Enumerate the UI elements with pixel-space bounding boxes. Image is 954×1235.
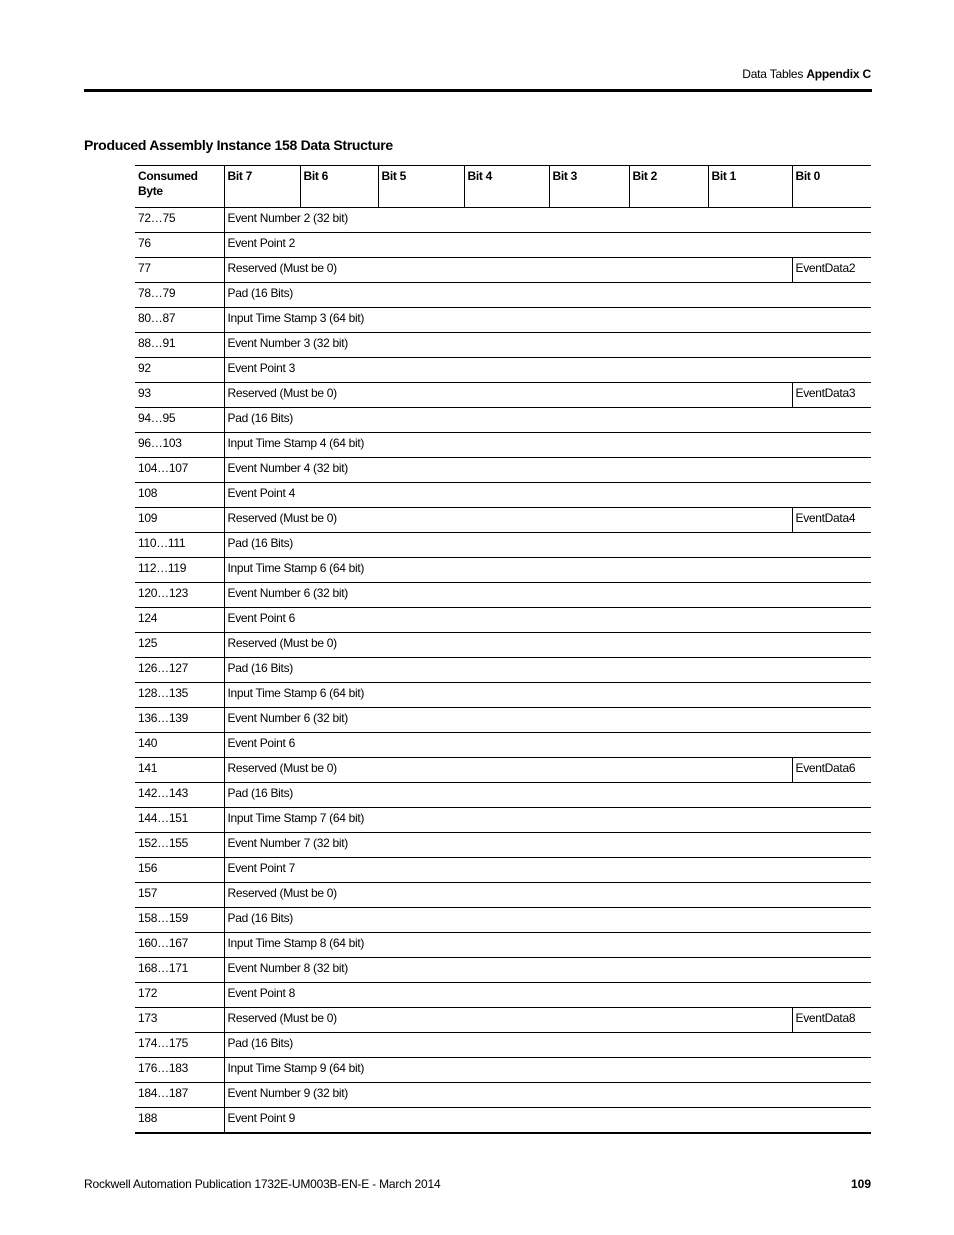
table-header-row: [135, 166, 871, 208]
description-cell: Event Number 7 (32 bit): [224, 833, 871, 858]
table-row: [135, 1108, 871, 1134]
byte-cell: 184…187: [135, 1083, 224, 1108]
table-row: [135, 483, 871, 508]
bit0-cell: EventData3: [792, 383, 871, 408]
byte-cell: 94…95: [135, 408, 224, 433]
description-cell: Input Time Stamp 6 (64 bit): [224, 683, 871, 708]
table-body: [135, 208, 871, 1134]
page-number: 109: [850, 1177, 871, 1191]
table-row: [135, 583, 871, 608]
table-row: [135, 508, 871, 533]
table-row: [135, 308, 871, 333]
byte-cell: 112…119: [135, 558, 224, 583]
column-header: Bit 6: [300, 166, 378, 208]
bit0-cell: EventData4: [792, 508, 871, 533]
byte-cell: 173: [135, 1008, 224, 1033]
byte-cell: 157: [135, 883, 224, 908]
table-row: [135, 1083, 871, 1108]
byte-cell: 158…159: [135, 908, 224, 933]
description-cell: Event Point 6: [224, 608, 871, 633]
footer-publication: Rockwell Automation Publication 1732E-UM003B-EN-E - March 2014: [84, 1177, 441, 1191]
description-cell: Event Point 3: [224, 358, 871, 383]
description-cell: Event Number 2 (32 bit): [224, 208, 871, 233]
table-row: [135, 958, 871, 983]
header-rule: [84, 89, 872, 92]
column-header: Consumed Byte: [135, 166, 224, 208]
description-cell: Event Number 8 (32 bit): [224, 958, 871, 983]
description-cell: Reserved (Must be 0): [224, 1008, 792, 1033]
byte-cell: 124: [135, 608, 224, 633]
table-row: [135, 333, 871, 358]
description-cell: Event Point 4: [224, 483, 871, 508]
byte-cell: 126…127: [135, 658, 224, 683]
description-cell: Reserved (Must be 0): [224, 633, 871, 658]
byte-cell: 77: [135, 258, 224, 283]
section-title: Produced Assembly Instance 158 Data Structure: [84, 137, 393, 153]
table-row: [135, 908, 871, 933]
description-cell: Pad (16 Bits): [224, 533, 871, 558]
description-cell: Event Number 6 (32 bit): [224, 583, 871, 608]
description-cell: Reserved (Must be 0): [224, 258, 792, 283]
byte-cell: 172: [135, 983, 224, 1008]
table-row: [135, 383, 871, 408]
column-header: Bit 7: [224, 166, 300, 208]
table-row: [135, 458, 871, 483]
byte-cell: 144…151: [135, 808, 224, 833]
byte-cell: 80…87: [135, 308, 224, 333]
description-cell: Pad (16 Bits): [224, 1033, 871, 1058]
running-header: [742, 67, 871, 81]
table-row: [135, 283, 871, 308]
byte-cell: 152…155: [135, 833, 224, 858]
bit0-cell: EventData6: [792, 758, 871, 783]
description-cell: Reserved (Must be 0): [224, 383, 792, 408]
bit0-cell: EventData2: [792, 258, 871, 283]
table-row: [135, 208, 871, 233]
table-row: [135, 883, 871, 908]
byte-cell: 88…91: [135, 333, 224, 358]
description-cell: Input Time Stamp 7 (64 bit): [224, 808, 871, 833]
table-row: [135, 633, 871, 658]
byte-cell: 128…135: [135, 683, 224, 708]
bit0-cell: EventData8: [792, 1008, 871, 1033]
table-row: [135, 833, 871, 858]
byte-cell: 156: [135, 858, 224, 883]
byte-cell: 176…183: [135, 1058, 224, 1083]
byte-cell: 141: [135, 758, 224, 783]
header-section: Data Tables: [742, 67, 804, 81]
data-structure-table: [135, 165, 871, 1134]
byte-cell: 120…123: [135, 583, 224, 608]
table-row: [135, 408, 871, 433]
table-row: [135, 808, 871, 833]
byte-cell: 140: [135, 733, 224, 758]
table-row: [135, 533, 871, 558]
description-cell: Event Point 8: [224, 983, 871, 1008]
byte-cell: 96…103: [135, 433, 224, 458]
table-row: [135, 758, 871, 783]
description-cell: Event Number 4 (32 bit): [224, 458, 871, 483]
description-cell: Event Number 6 (32 bit): [224, 708, 871, 733]
table-row: [135, 983, 871, 1008]
description-cell: Reserved (Must be 0): [224, 758, 792, 783]
column-header: Bit 0: [792, 166, 871, 208]
byte-cell: 93: [135, 383, 224, 408]
table-row: [135, 783, 871, 808]
description-cell: Input Time Stamp 3 (64 bit): [224, 308, 871, 333]
description-cell: Pad (16 Bits): [224, 658, 871, 683]
table-row: [135, 858, 871, 883]
description-cell: Reserved (Must be 0): [224, 883, 871, 908]
description-cell: Event Point 9: [224, 1108, 871, 1134]
description-cell: Input Time Stamp 8 (64 bit): [224, 933, 871, 958]
description-cell: Reserved (Must be 0): [224, 508, 792, 533]
byte-cell: 188: [135, 1108, 224, 1134]
byte-cell: 125: [135, 633, 224, 658]
byte-cell: 76: [135, 233, 224, 258]
description-cell: Event Number 9 (32 bit): [224, 1083, 871, 1108]
table-row: [135, 683, 871, 708]
byte-cell: 72…75: [135, 208, 224, 233]
table-row: [135, 358, 871, 383]
byte-cell: 108: [135, 483, 224, 508]
byte-cell: 160…167: [135, 933, 224, 958]
column-header: Bit 2: [629, 166, 708, 208]
byte-cell: 92: [135, 358, 224, 383]
description-cell: Pad (16 Bits): [224, 283, 871, 308]
byte-cell: 109: [135, 508, 224, 533]
description-cell: Pad (16 Bits): [224, 908, 871, 933]
description-cell: Input Time Stamp 9 (64 bit): [224, 1058, 871, 1083]
byte-cell: 174…175: [135, 1033, 224, 1058]
description-cell: Event Number 3 (32 bit): [224, 333, 871, 358]
byte-cell: 168…171: [135, 958, 224, 983]
description-cell: Pad (16 Bits): [224, 783, 871, 808]
description-cell: Event Point 7: [224, 858, 871, 883]
description-cell: Event Point 6: [224, 733, 871, 758]
table-row: [135, 1058, 871, 1083]
header-appendix: Appendix C: [806, 67, 871, 81]
byte-cell: 142…143: [135, 783, 224, 808]
description-cell: Input Time Stamp 4 (64 bit): [224, 433, 871, 458]
table-row: [135, 933, 871, 958]
column-header: Bit 5: [378, 166, 464, 208]
description-cell: Event Point 2: [224, 233, 871, 258]
table-row: [135, 608, 871, 633]
table-row: [135, 658, 871, 683]
table-row: [135, 1033, 871, 1058]
column-header: Bit 1: [708, 166, 792, 208]
column-header: Bit 3: [549, 166, 629, 208]
column-header: Bit 4: [464, 166, 549, 208]
byte-cell: 78…79: [135, 283, 224, 308]
table-row: [135, 733, 871, 758]
table-row: [135, 558, 871, 583]
byte-cell: 110…111: [135, 533, 224, 558]
table-row: [135, 258, 871, 283]
description-cell: Pad (16 Bits): [224, 408, 871, 433]
description-cell: Input Time Stamp 6 (64 bit): [224, 558, 871, 583]
table-row: [135, 708, 871, 733]
table-row: [135, 433, 871, 458]
byte-cell: 104…107: [135, 458, 224, 483]
table-row: [135, 233, 871, 258]
table-row: [135, 1008, 871, 1033]
byte-cell: 136…139: [135, 708, 224, 733]
